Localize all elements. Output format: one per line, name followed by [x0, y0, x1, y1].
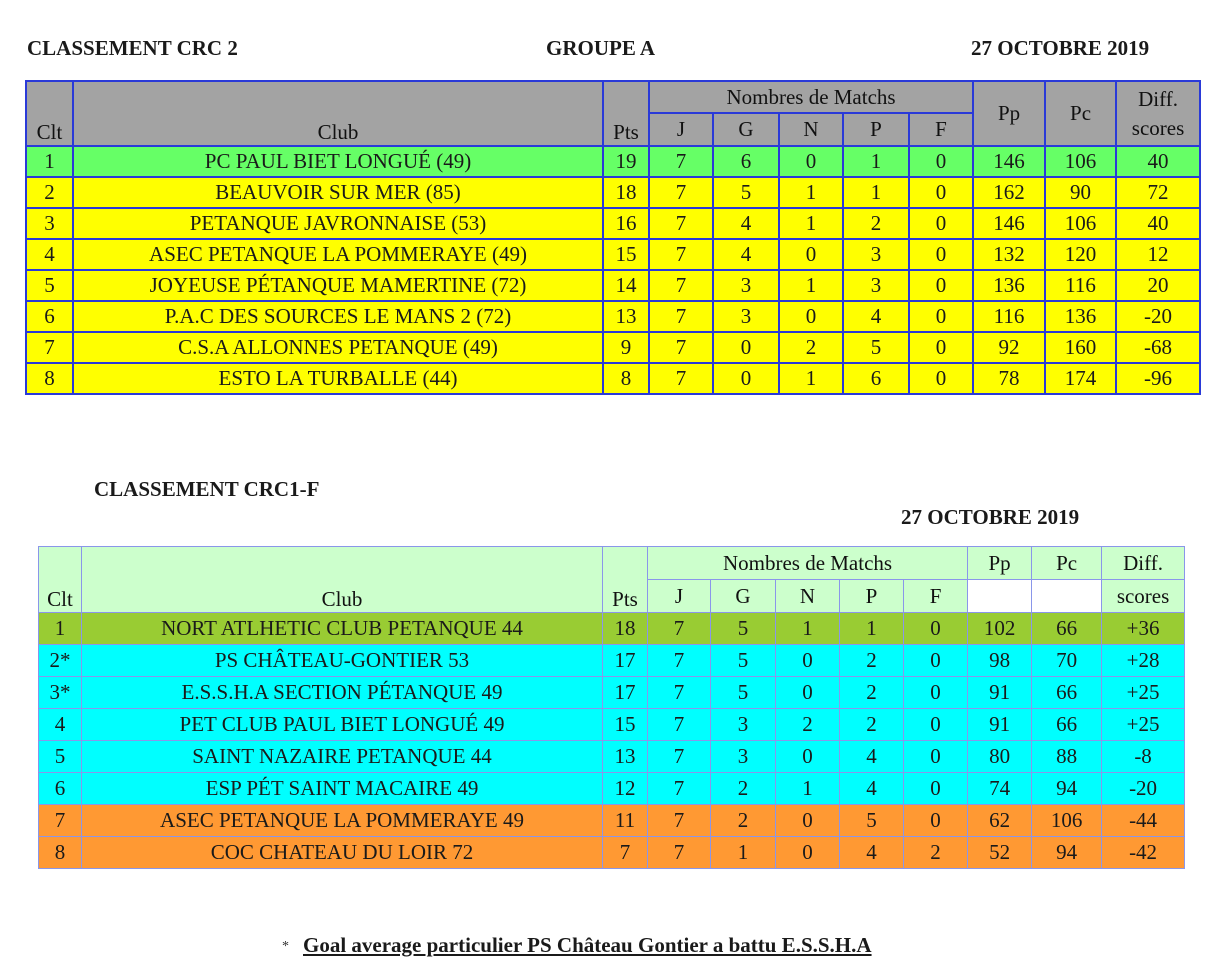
cell-j: 7: [649, 239, 713, 270]
cell-clt: 5: [39, 741, 82, 773]
cell-diff: 40: [1116, 146, 1200, 177]
table-row: [39, 645, 1185, 677]
cell-j: 7: [649, 301, 713, 332]
cell-g: 0: [713, 363, 779, 394]
cell-n: 0: [776, 805, 840, 837]
cell-g: 0: [713, 332, 779, 363]
cell-g: 2: [711, 805, 776, 837]
cell-f: 0: [909, 239, 973, 270]
cell-club: ASEC PETANQUE LA POMMERAYE (49): [73, 239, 603, 270]
cell-pts: 18: [603, 177, 649, 208]
cell-pts: 13: [603, 301, 649, 332]
cell-n: 1: [779, 208, 843, 239]
cell-p: 3: [843, 239, 909, 270]
cell-p: 5: [840, 805, 904, 837]
cell-f: 0: [909, 208, 973, 239]
cell-diff: +36: [1102, 613, 1185, 645]
cell-diff: -44: [1102, 805, 1185, 837]
cell-club: NORT ATLHETIC CLUB PETANQUE 44: [82, 613, 603, 645]
cell-pp: 146: [973, 146, 1045, 177]
cell-clt: 6: [26, 301, 73, 332]
cell-p: 4: [840, 837, 904, 869]
cell-pc: 174: [1045, 363, 1116, 394]
col-header-clt: Clt: [39, 547, 82, 613]
cell-pc: 120: [1045, 239, 1116, 270]
cell-j: 7: [649, 332, 713, 363]
table-row: [26, 208, 1200, 239]
cell-f: 0: [904, 773, 968, 805]
cell-n: 0: [779, 239, 843, 270]
cell-j: 7: [649, 270, 713, 301]
col-header-diff: [1116, 81, 1200, 146]
cell-p: 4: [840, 741, 904, 773]
footnote-marker: *: [282, 939, 289, 955]
col-header-pts: Pts: [603, 547, 648, 613]
cell-f: 0: [904, 613, 968, 645]
col-header-g: G: [711, 580, 776, 613]
cell-pc: 106: [1045, 208, 1116, 239]
cell-f: 0: [909, 177, 973, 208]
table-row: [26, 146, 1200, 177]
cell-g: 3: [711, 741, 776, 773]
cell-n: 0: [776, 837, 840, 869]
col-header-n: N: [779, 113, 843, 146]
cell-pts: 15: [603, 239, 649, 270]
cell-g: 4: [713, 239, 779, 270]
cell-pc: 106: [1032, 805, 1102, 837]
cell-g: 5: [711, 677, 776, 709]
section2-date: 27 OCTOBRE 2019: [901, 505, 1080, 529]
cell-club: PC PAUL BIET LONGUÉ (49): [73, 146, 603, 177]
cell-n: 1: [779, 177, 843, 208]
cell-f: 0: [909, 332, 973, 363]
cell-pc: 90: [1045, 177, 1116, 208]
cell-p: 6: [843, 363, 909, 394]
col-header-f: F: [904, 580, 968, 613]
col-header-club: Club: [82, 547, 603, 613]
cell-g: 5: [711, 613, 776, 645]
cell-pp: 162: [973, 177, 1045, 208]
cell-clt: 2*: [39, 645, 82, 677]
cell-diff: -20: [1102, 773, 1185, 805]
cell-pp: 52: [968, 837, 1032, 869]
cell-f: 0: [904, 709, 968, 741]
col-header-pp: Pp: [968, 547, 1032, 580]
cell-j: 7: [648, 613, 711, 645]
cell-pc: 94: [1032, 837, 1102, 869]
cell-diff: -96: [1116, 363, 1200, 394]
cell-diff: 20: [1116, 270, 1200, 301]
cell-n: 1: [779, 270, 843, 301]
cell-g: 5: [711, 645, 776, 677]
cell-pc: 70: [1032, 645, 1102, 677]
cell-diff: +25: [1102, 709, 1185, 741]
col-header-pts: Pts: [603, 81, 649, 146]
col-header-scores-label: scores: [1131, 115, 1185, 140]
cell-j: 7: [649, 146, 713, 177]
cell-club: SAINT NAZAIRE PETANQUE 44: [82, 741, 603, 773]
cell-n: 0: [776, 741, 840, 773]
cell-pp: 102: [968, 613, 1032, 645]
cell-f: 0: [909, 363, 973, 394]
cell-f: 0: [904, 645, 968, 677]
section1-title: CLASSEMENT CRC 2: [27, 36, 238, 60]
table-row: [26, 301, 1200, 332]
cell-pp: 132: [973, 239, 1045, 270]
cell-club: PETANQUE JAVRONNAISE (53): [73, 208, 603, 239]
cell-diff: +28: [1102, 645, 1185, 677]
table-row: [26, 177, 1200, 208]
col-header-p: P: [843, 113, 909, 146]
standings-table-crc2: [25, 80, 1201, 395]
cell-club: ASEC PETANQUE LA POMMERAYE 49: [82, 805, 603, 837]
cell-club: PS CHÂTEAU-GONTIER 53: [82, 645, 603, 677]
cell-pp: 78: [973, 363, 1045, 394]
col-header-matches: Nombres de Matchs: [649, 81, 973, 113]
col-header-pc-blank: [1032, 580, 1102, 613]
cell-pp: 80: [968, 741, 1032, 773]
cell-f: 0: [904, 805, 968, 837]
cell-pp: 74: [968, 773, 1032, 805]
cell-n: 2: [776, 709, 840, 741]
standings-body-crc1f: [39, 613, 1185, 869]
col-header-matches: Nombres de Matchs: [648, 547, 968, 580]
cell-club: ESTO LA TURBALLE (44): [73, 363, 603, 394]
col-header-f: F: [909, 113, 973, 146]
cell-pp: 136: [973, 270, 1045, 301]
cell-n: 1: [779, 363, 843, 394]
cell-pts: 7: [603, 837, 648, 869]
cell-p: 2: [840, 709, 904, 741]
cell-pts: 8: [603, 363, 649, 394]
cell-n: 0: [779, 301, 843, 332]
table-row: [26, 239, 1200, 270]
cell-g: 1: [711, 837, 776, 869]
cell-diff: -68: [1116, 332, 1200, 363]
cell-p: 1: [840, 613, 904, 645]
cell-pp: 146: [973, 208, 1045, 239]
cell-clt: 4: [26, 239, 73, 270]
cell-n: 0: [776, 677, 840, 709]
cell-g: 3: [713, 270, 779, 301]
cell-club: COC CHATEAU DU LOIR 72: [82, 837, 603, 869]
col-header-n: N: [776, 580, 840, 613]
cell-g: 3: [711, 709, 776, 741]
cell-p: 2: [843, 208, 909, 239]
cell-n: 1: [776, 773, 840, 805]
cell-g: 3: [713, 301, 779, 332]
cell-p: 2: [840, 677, 904, 709]
cell-pc: 160: [1045, 332, 1116, 363]
cell-diff: 40: [1116, 208, 1200, 239]
cell-pc: 116: [1045, 270, 1116, 301]
cell-pc: 66: [1032, 677, 1102, 709]
cell-g: 5: [713, 177, 779, 208]
section1-group: GROUPE A: [546, 36, 656, 60]
cell-clt: 8: [26, 363, 73, 394]
cell-j: 7: [649, 177, 713, 208]
cell-club: E.S.S.H.A SECTION PÉTANQUE 49: [82, 677, 603, 709]
col-header-pp-blank: [968, 580, 1032, 613]
col-header-pp: Pp: [973, 81, 1045, 146]
cell-j: 7: [649, 208, 713, 239]
cell-j: 7: [648, 805, 711, 837]
cell-pp: 92: [973, 332, 1045, 363]
table-row: [39, 773, 1185, 805]
cell-diff: 12: [1116, 239, 1200, 270]
table-row: [39, 805, 1185, 837]
cell-g: 6: [713, 146, 779, 177]
col-header-diff: Diff.: [1102, 547, 1185, 580]
col-header-pc: Pc: [1045, 81, 1116, 146]
cell-pts: 17: [603, 677, 648, 709]
cell-diff: -8: [1102, 741, 1185, 773]
cell-club: ESP PÉT SAINT MACAIRE 49: [82, 773, 603, 805]
cell-pc: 106: [1045, 146, 1116, 177]
cell-f: 0: [904, 677, 968, 709]
section1-date: 27 OCTOBRE 2019: [971, 36, 1150, 60]
cell-f: 0: [909, 270, 973, 301]
cell-clt: 7: [26, 332, 73, 363]
table-row: [39, 709, 1185, 741]
footnote-text: Goal average particulier PS Château Gontier a battu E.S.S.H.A: [303, 933, 872, 957]
cell-diff: +25: [1102, 677, 1185, 709]
cell-clt: 1: [39, 613, 82, 645]
cell-p: 3: [843, 270, 909, 301]
table-row: [26, 332, 1200, 363]
cell-g: 2: [711, 773, 776, 805]
cell-n: 0: [776, 645, 840, 677]
cell-f: 2: [904, 837, 968, 869]
cell-p: 4: [840, 773, 904, 805]
cell-clt: 5: [26, 270, 73, 301]
table-row: [39, 613, 1185, 645]
cell-j: 7: [648, 837, 711, 869]
cell-pc: 66: [1032, 709, 1102, 741]
table-row: [26, 363, 1200, 394]
cell-j: 7: [648, 645, 711, 677]
cell-clt: 7: [39, 805, 82, 837]
footnote: [282, 933, 872, 958]
standings-table-crc1f: [38, 546, 1185, 869]
cell-p: 1: [843, 146, 909, 177]
cell-clt: 3: [26, 208, 73, 239]
col-header-club: Club: [73, 81, 603, 146]
col-header-pc: Pc: [1032, 547, 1102, 580]
col-header-clt: Clt: [26, 81, 73, 146]
cell-f: 0: [909, 301, 973, 332]
cell-pp: 98: [968, 645, 1032, 677]
cell-p: 1: [843, 177, 909, 208]
cell-n: 0: [779, 146, 843, 177]
cell-n: 1: [776, 613, 840, 645]
cell-clt: 3*: [39, 677, 82, 709]
cell-p: 5: [843, 332, 909, 363]
standings-body-crc2: [26, 146, 1200, 394]
cell-pts: 19: [603, 146, 649, 177]
cell-f: 0: [904, 741, 968, 773]
cell-pp: 62: [968, 805, 1032, 837]
cell-club: PET CLUB PAUL BIET LONGUÉ 49: [82, 709, 603, 741]
cell-pts: 14: [603, 270, 649, 301]
cell-n: 2: [779, 332, 843, 363]
cell-j: 7: [648, 709, 711, 741]
table-row: [39, 677, 1185, 709]
cell-clt: 4: [39, 709, 82, 741]
cell-pc: 88: [1032, 741, 1102, 773]
cell-p: 4: [843, 301, 909, 332]
cell-pc: 66: [1032, 613, 1102, 645]
col-header-j: J: [648, 580, 711, 613]
cell-diff: 72: [1116, 177, 1200, 208]
cell-j: 7: [648, 773, 711, 805]
table-row: [26, 270, 1200, 301]
cell-pts: 18: [603, 613, 648, 645]
col-header-g: G: [713, 113, 779, 146]
table-row: [39, 741, 1185, 773]
cell-pts: 9: [603, 332, 649, 363]
cell-pts: 13: [603, 741, 648, 773]
cell-pts: 17: [603, 645, 648, 677]
cell-pp: 91: [968, 677, 1032, 709]
cell-club: JOYEUSE PÉTANQUE MAMERTINE (72): [73, 270, 603, 301]
cell-club: C.S.A ALLONNES PETANQUE (49): [73, 332, 603, 363]
cell-j: 7: [649, 363, 713, 394]
cell-pts: 11: [603, 805, 648, 837]
cell-f: 0: [909, 146, 973, 177]
cell-pts: 15: [603, 709, 648, 741]
cell-pts: 12: [603, 773, 648, 805]
cell-clt: 2: [26, 177, 73, 208]
cell-pp: 116: [973, 301, 1045, 332]
cell-p: 2: [840, 645, 904, 677]
col-header-j: J: [649, 113, 713, 146]
col-header-p: P: [840, 580, 904, 613]
section2-title: CLASSEMENT CRC1-F: [94, 477, 320, 501]
cell-pc: 136: [1045, 301, 1116, 332]
cell-diff: -20: [1116, 301, 1200, 332]
table-row: [39, 837, 1185, 869]
col-header-diff-label: Diff.: [1138, 86, 1178, 111]
cell-pp: 91: [968, 709, 1032, 741]
cell-clt: 8: [39, 837, 82, 869]
cell-pts: 16: [603, 208, 649, 239]
cell-g: 4: [713, 208, 779, 239]
cell-clt: 6: [39, 773, 82, 805]
cell-clt: 1: [26, 146, 73, 177]
cell-diff: -42: [1102, 837, 1185, 869]
cell-pc: 94: [1032, 773, 1102, 805]
cell-club: BEAUVOIR SUR MER (85): [73, 177, 603, 208]
col-header-scores: scores: [1102, 580, 1185, 613]
cell-j: 7: [648, 677, 711, 709]
cell-j: 7: [648, 741, 711, 773]
cell-club: P.A.C DES SOURCES LE MANS 2 (72): [73, 301, 603, 332]
